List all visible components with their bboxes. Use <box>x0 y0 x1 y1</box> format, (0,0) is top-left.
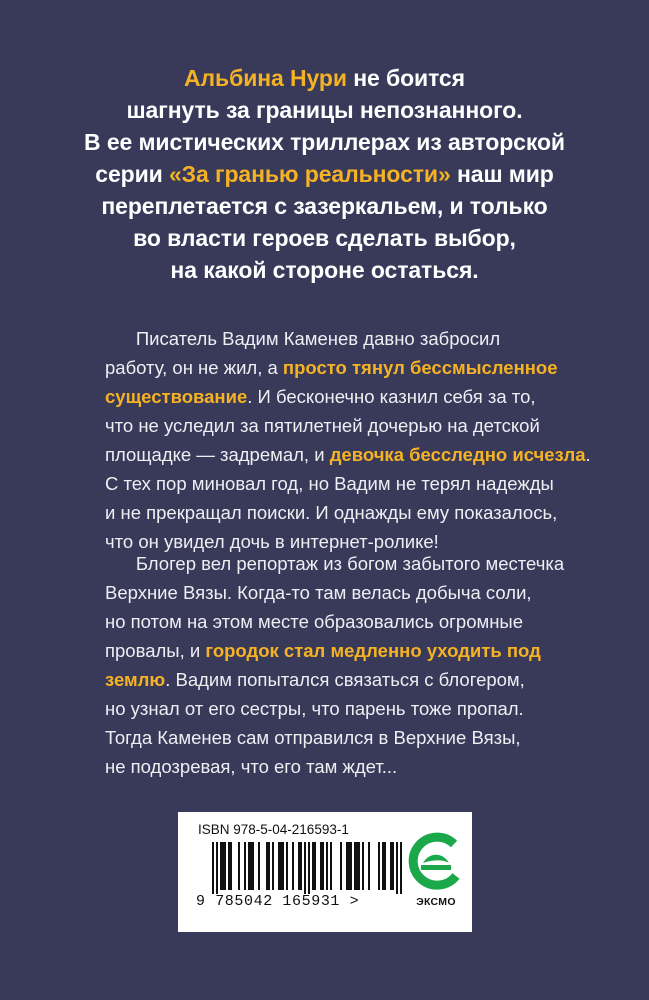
barcode-bar <box>320 842 322 890</box>
highlighted-text: городок стал медленно уходить под <box>205 640 541 661</box>
barcode-bar <box>216 842 218 894</box>
text-line <box>105 723 625 752</box>
barcode-bar <box>358 842 360 890</box>
barcode-bar <box>326 842 328 890</box>
barcode-bar <box>250 842 252 890</box>
text-segment: переплетается с зазеркальем, и только <box>101 193 548 219</box>
barcode-bar <box>244 842 246 890</box>
barcode-bar <box>384 842 386 890</box>
barcode-bar <box>378 842 380 890</box>
barcode-bar <box>396 842 398 894</box>
text-segment: Верхние Вязы. Когда-то там велась добыча соли, <box>105 582 532 603</box>
text-line <box>105 411 625 440</box>
barcode-bar <box>224 842 226 890</box>
author-intro <box>60 62 589 286</box>
barcode-bar <box>362 842 364 890</box>
text-segment: площадке — задремал, и <box>105 444 330 465</box>
text-segment: . <box>585 444 591 465</box>
text-line <box>105 607 625 636</box>
barcode-bar <box>304 842 306 894</box>
text-segment: В ее мистических триллерах из авторской <box>84 129 565 155</box>
text-segment: не боится <box>346 65 465 91</box>
text-segment: Тогда Каменев сам отправился в Верхние Вязы, <box>105 727 521 748</box>
barcode-bar <box>314 842 316 890</box>
barcode-bar <box>354 842 356 890</box>
text-line <box>105 353 625 382</box>
text-line <box>60 158 589 190</box>
barcode-bar <box>348 842 350 890</box>
barcode-bar <box>278 842 280 890</box>
barcode-bar <box>252 842 254 890</box>
highlighted-text: девочка бесследно исчезла <box>329 444 586 465</box>
barcode-bar <box>400 842 402 894</box>
barcode-bar <box>286 842 288 890</box>
text-line <box>105 694 625 723</box>
text-segment: не подозревая, что его там ждет... <box>105 756 398 777</box>
text-line <box>60 94 589 126</box>
barcode-bar <box>272 842 274 890</box>
barcode-bar <box>330 842 332 890</box>
highlighted-text: «За гранью реальности» <box>168 161 451 187</box>
text-line <box>105 578 625 607</box>
barcode-bar <box>350 842 352 890</box>
eksmo-logo-icon <box>407 832 465 894</box>
text-segment: Блогер вел репортаж из богом забытого местечка <box>105 553 565 574</box>
barcode-bar <box>382 842 384 890</box>
barcode-bar <box>368 842 370 890</box>
text-line <box>60 62 589 94</box>
text-segment: шагнуть за границы непознанного. <box>126 97 523 123</box>
barcode-bar <box>220 842 222 890</box>
text-line <box>105 382 625 411</box>
barcode-bar <box>392 842 394 890</box>
barcode-bar <box>230 842 232 890</box>
barcode-bar <box>222 842 224 890</box>
barcode-bar <box>356 842 358 890</box>
barcode-bar <box>346 842 348 890</box>
barcode-bar <box>300 842 302 890</box>
text-line <box>60 222 589 254</box>
text-segment: работу, он не жил, а <box>105 357 283 378</box>
text-line <box>105 752 625 781</box>
barcode-bar <box>340 842 342 890</box>
text-line <box>105 636 625 665</box>
highlighted-text: землю <box>105 669 166 690</box>
barcode-bar <box>228 842 230 890</box>
barcode-bar <box>268 842 270 890</box>
text-segment: С тех пор миновал год, но Вадим не терял надежды <box>105 473 554 494</box>
barcode-bar <box>258 842 260 890</box>
barcode-icon <box>196 842 406 894</box>
text-line <box>105 498 625 527</box>
text-segment: но потом на этом месте образовались огромные <box>105 611 524 632</box>
text-line <box>105 469 625 498</box>
text-segment: серии <box>95 161 169 187</box>
isbn-label: ISBN 978-5-04-216593-1 <box>198 822 349 837</box>
barcode-bar <box>312 842 314 890</box>
text-segment: что не уследил за пятилетней дочерью на детской <box>105 415 540 436</box>
text-line <box>105 549 625 578</box>
barcode-bar <box>322 842 324 890</box>
text-line <box>60 254 589 286</box>
text-segment: . И бесконечно казнил себя за то, <box>247 386 536 407</box>
barcode-bar <box>266 842 268 890</box>
text-segment: и не прекращал поиски. И однажды ему показалось, <box>105 502 558 523</box>
text-line <box>105 324 625 353</box>
highlighted-text: просто тянул бессмысленное <box>282 357 558 378</box>
text-segment: . Вадим попытался связаться с блогером, <box>165 669 525 690</box>
text-segment: но узнал от его сестры, что парень тоже пропал. <box>105 698 524 719</box>
text-segment: Писатель Вадим Каменев давно забросил <box>105 328 501 349</box>
text-line <box>60 190 589 222</box>
barcode-digits: 9 785042 165931 > <box>196 893 360 910</box>
barcode-bar <box>390 842 392 890</box>
text-line <box>105 440 625 469</box>
text-line <box>60 126 589 158</box>
text-segment: что он увидел дочь в интернет-ролике! <box>105 531 439 552</box>
text-line <box>105 665 625 694</box>
barcode-bar <box>238 842 240 890</box>
barcode-bar <box>248 842 250 890</box>
synopsis-paragraph-1 <box>105 324 625 556</box>
barcode-bar <box>292 842 294 890</box>
barcode-bar <box>308 842 310 894</box>
barcode-bar <box>298 842 300 890</box>
highlighted-text: Альбина Нури <box>184 65 347 91</box>
barcode-bar <box>282 842 284 890</box>
publisher-name: ЭКСМО <box>416 896 456 908</box>
text-segment: провалы, и <box>105 640 206 661</box>
text-segment: на какой стороне остаться. <box>170 257 479 283</box>
text-segment: во власти героев сделать выбор, <box>133 225 516 251</box>
text-segment: наш мир <box>450 161 554 187</box>
synopsis-paragraph-2 <box>105 549 625 781</box>
barcode-bar <box>280 842 282 890</box>
barcode-bar <box>212 842 214 894</box>
highlighted-text: существование <box>105 386 248 407</box>
